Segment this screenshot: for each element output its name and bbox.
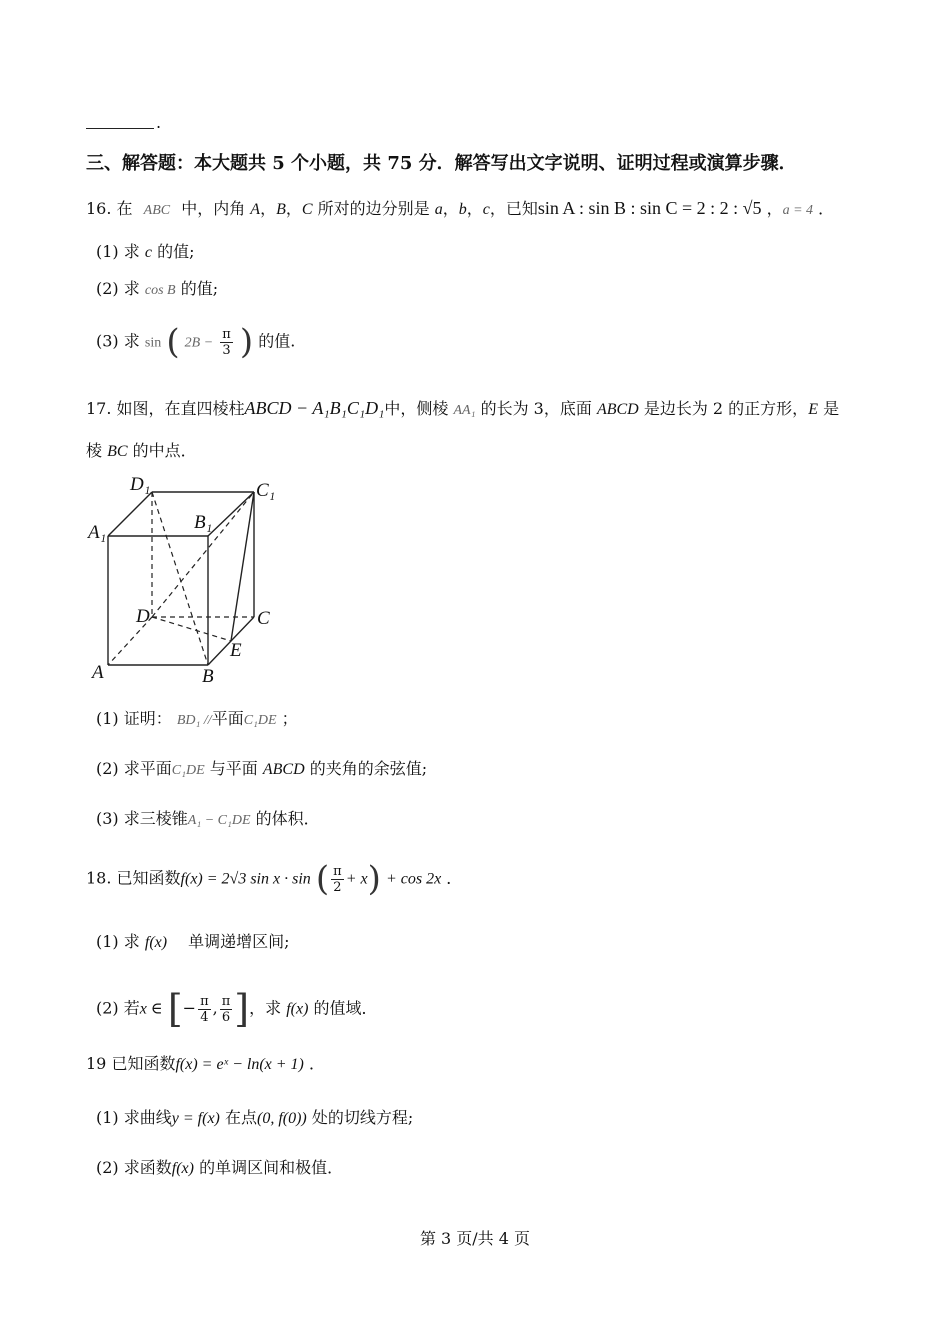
label-E: E: [230, 640, 242, 661]
q17-part-1: (1) 证明： BD₁ //平面C₁DE ；: [96, 709, 298, 728]
q16-stem1: 中，内角: [181, 199, 246, 218]
label-D1: D₁: [130, 474, 151, 495]
label-A: A: [92, 662, 104, 683]
q17-part-2: (2) 求平面C₁DE 与平面 ABCD 的夹角的余弦值;: [96, 759, 428, 778]
q16-part-1: (1) 求 c 的值;: [96, 242, 195, 261]
q16-stem2: 所对的边分别是: [317, 199, 430, 218]
q16-prefix: 16. 在: [86, 199, 133, 218]
question-17-stem-line2: 棱 BC 的中点．: [86, 441, 197, 460]
q16-triangle: ABC: [143, 203, 171, 218]
q16-a-eq: a = 4: [782, 203, 814, 218]
q18-part-2: (2) 若x ∈ [− $\frac{\pi}{4}$ , $\frac{\pi}{6}$ ]，求 f(x) 的值域．: [96, 987, 378, 1031]
q16-known: ，已知: [489, 199, 538, 218]
question-16-stem: 16. 在 ABC 中，内角 A，B，C 所对的边分别是 a，b，c，已知sin A : sin B : sin C = 2 : 2 : √5 ，a = 4 ．: [86, 198, 835, 218]
label-C: C: [257, 608, 270, 629]
answer-blank: [86, 108, 176, 132]
question-19-stem: 19 已知函数f(x) = eˣ − ln(x + 1) ．: [86, 1054, 325, 1073]
label-B: B: [202, 666, 214, 687]
blank-underline: [86, 128, 154, 129]
q16-part-2: (2) 求 cos B 的值;: [96, 279, 219, 298]
section-heading: 三、解答题：本大题共 5 个小题，共 75 分．解答写出文字说明、证明过程或演算步骤．: [86, 153, 797, 174]
label-D: D: [136, 606, 150, 627]
question-18-stem: 18. 已知函数f(x) = 2√3 sin x · sin ( $\frac{\pi}{2}$ + x) + cos 2x ．: [86, 859, 463, 899]
blank-period: .: [156, 113, 162, 132]
q19-part-2: (2) 求函数f(x) 的单调区间和极值．: [96, 1158, 344, 1177]
prism-figure: [84, 470, 284, 688]
q18-part-1: (1) 求 f(x) 单调递增区间;: [96, 932, 290, 951]
label-B1: B₁: [194, 512, 213, 533]
q19-part-1: (1) 求曲线y = f(x) 在点(0, f(0)) 处的切线方程;: [96, 1108, 414, 1127]
question-17-stem: 17. 如图，在直四棱柱ABCD − A₁B₁C₁D₁中，侧棱 AA₁ 的长为 3，底面 ABCD 是边长为 2 的正方形，E 是: [86, 398, 840, 418]
label-A1: A₁: [88, 522, 107, 543]
page-footer: 第 3 页/共 4 页: [419, 1229, 531, 1248]
label-C1: C₁: [256, 480, 276, 501]
q16-part-3: (3) 求 sin ( 2B − $\frac{\pi}{3}$ ) 的值.: [96, 322, 296, 362]
q16-ratio: sin A : sin B : sin C = 2 : 2 : √5: [537, 198, 762, 218]
q17-part-3: (3) 求三棱锥A₁ − C₁DE 的体积．: [96, 809, 320, 828]
